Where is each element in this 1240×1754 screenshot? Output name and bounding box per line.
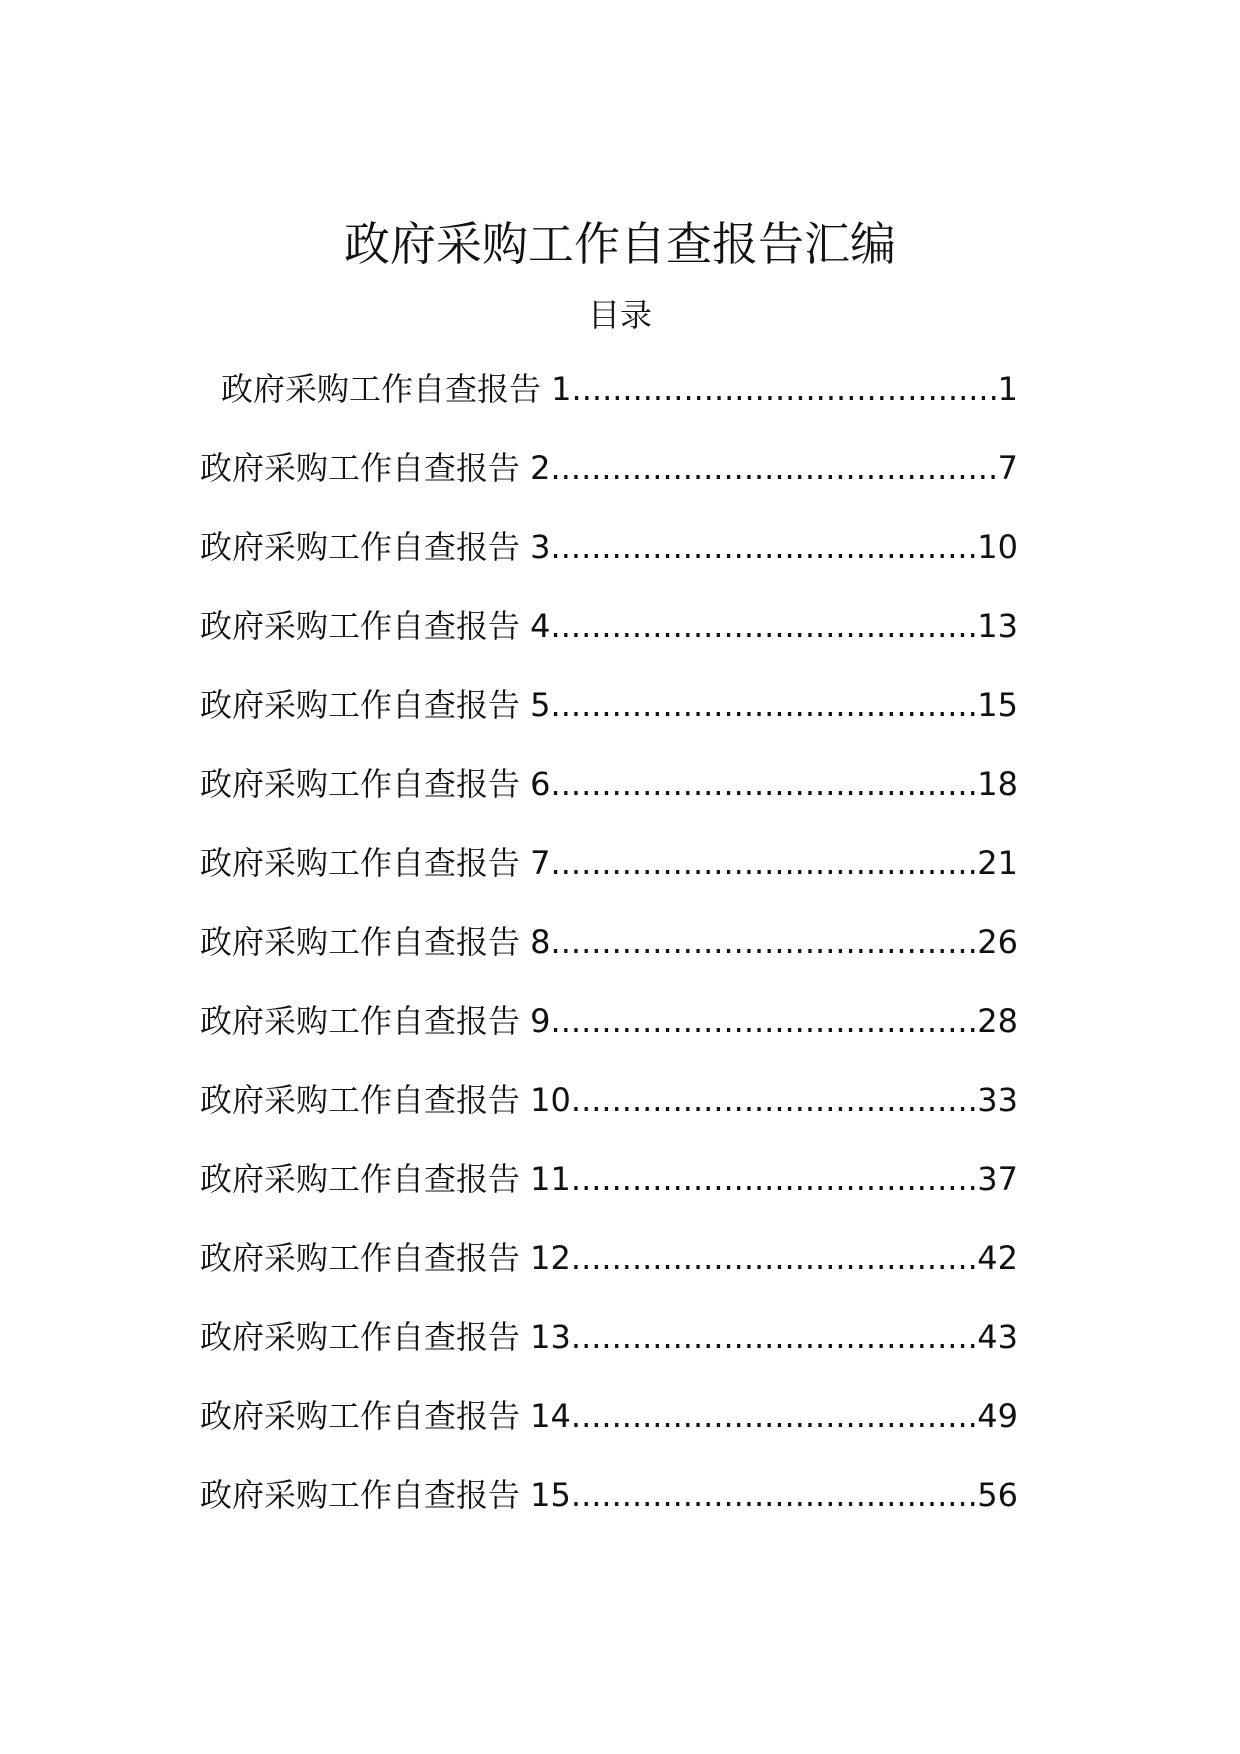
toc-dot-leader	[571, 1078, 977, 1122]
toc-dot-leader	[551, 525, 978, 569]
toc-dot-leader	[571, 1157, 977, 1201]
toc-entry-label: 政府采购工作自查报告 10	[200, 1081, 571, 1119]
toc-dot-leader	[571, 1315, 977, 1359]
toc-entry-page: 37	[977, 1160, 1018, 1198]
toc-dot-leader	[572, 367, 998, 411]
toc-dot-leader	[571, 1394, 977, 1438]
toc-entry-page: 33	[977, 1081, 1018, 1119]
toc-entry-page: 1	[997, 370, 1018, 408]
toc-entry-label: 政府采购工作自查报告 4	[200, 607, 551, 645]
toc-entry-label: 政府采购工作自查报告 8	[200, 923, 551, 961]
toc-entry-page: 28	[977, 1002, 1018, 1040]
toc-entry-label: 政府采购工作自查报告 11	[200, 1160, 571, 1198]
table-of-contents	[200, 367, 1018, 1552]
toc-entry[interactable]	[200, 1236, 1018, 1315]
toc-entry-page: 42	[977, 1239, 1018, 1277]
toc-dot-leader	[551, 604, 978, 648]
toc-entry-label: 政府采购工作自查报告 15	[200, 1476, 571, 1514]
toc-dot-leader	[551, 999, 978, 1043]
toc-entry-label: 政府采购工作自查报告 2	[200, 449, 551, 487]
toc-entry[interactable]	[200, 446, 1018, 525]
toc-entry[interactable]	[200, 367, 1018, 446]
toc-entry-label: 政府采购工作自查报告 5	[200, 686, 551, 724]
toc-entry-label: 政府采购工作自查报告 1	[221, 370, 572, 408]
toc-entry-label: 政府采购工作自查报告 13	[200, 1318, 571, 1356]
toc-entry[interactable]	[200, 920, 1018, 999]
toc-entry[interactable]	[200, 1157, 1018, 1236]
document-title: 政府采购工作自查报告汇编	[344, 217, 896, 271]
toc-entry[interactable]	[200, 841, 1018, 920]
toc-entry-label: 政府采购工作自查报告 14	[200, 1397, 571, 1435]
toc-entry[interactable]	[200, 1078, 1018, 1157]
toc-entry[interactable]	[200, 999, 1018, 1078]
toc-entry[interactable]	[200, 604, 1018, 683]
toc-dot-leader	[551, 920, 978, 964]
toc-heading: 目录	[587, 296, 652, 334]
toc-entry-page: 56	[977, 1476, 1018, 1514]
toc-dot-leader	[551, 762, 978, 806]
toc-entry-page: 21	[977, 844, 1018, 882]
toc-entry-page: 15	[977, 686, 1018, 724]
toc-entry-label: 政府采购工作自查报告 3	[200, 528, 551, 566]
toc-entry[interactable]	[200, 762, 1018, 841]
toc-entry-page: 10	[977, 528, 1018, 566]
toc-entry-page: 13	[977, 607, 1018, 645]
toc-entry[interactable]	[200, 1394, 1018, 1473]
toc-entry-page: 43	[977, 1318, 1018, 1356]
toc-entry[interactable]	[200, 1315, 1018, 1394]
toc-entry-page: 18	[977, 765, 1018, 803]
toc-dot-leader	[571, 1473, 977, 1517]
toc-entry-page: 7	[997, 449, 1018, 487]
toc-entry-page: 26	[977, 923, 1018, 961]
toc-entry-page: 49	[977, 1397, 1018, 1435]
toc-entry-label: 政府采购工作自查报告 6	[200, 765, 551, 803]
toc-entry-label: 政府采购工作自查报告 7	[200, 844, 551, 882]
toc-entry-label: 政府采购工作自查报告 9	[200, 1002, 551, 1040]
toc-entry[interactable]	[200, 525, 1018, 604]
toc-dot-leader	[551, 683, 978, 727]
toc-entry[interactable]	[200, 683, 1018, 762]
toc-entry[interactable]	[200, 1473, 1018, 1552]
toc-dot-leader	[551, 446, 998, 490]
toc-entry-label: 政府采购工作自查报告 12	[200, 1239, 571, 1277]
toc-dot-leader	[551, 841, 978, 885]
toc-dot-leader	[571, 1236, 977, 1280]
